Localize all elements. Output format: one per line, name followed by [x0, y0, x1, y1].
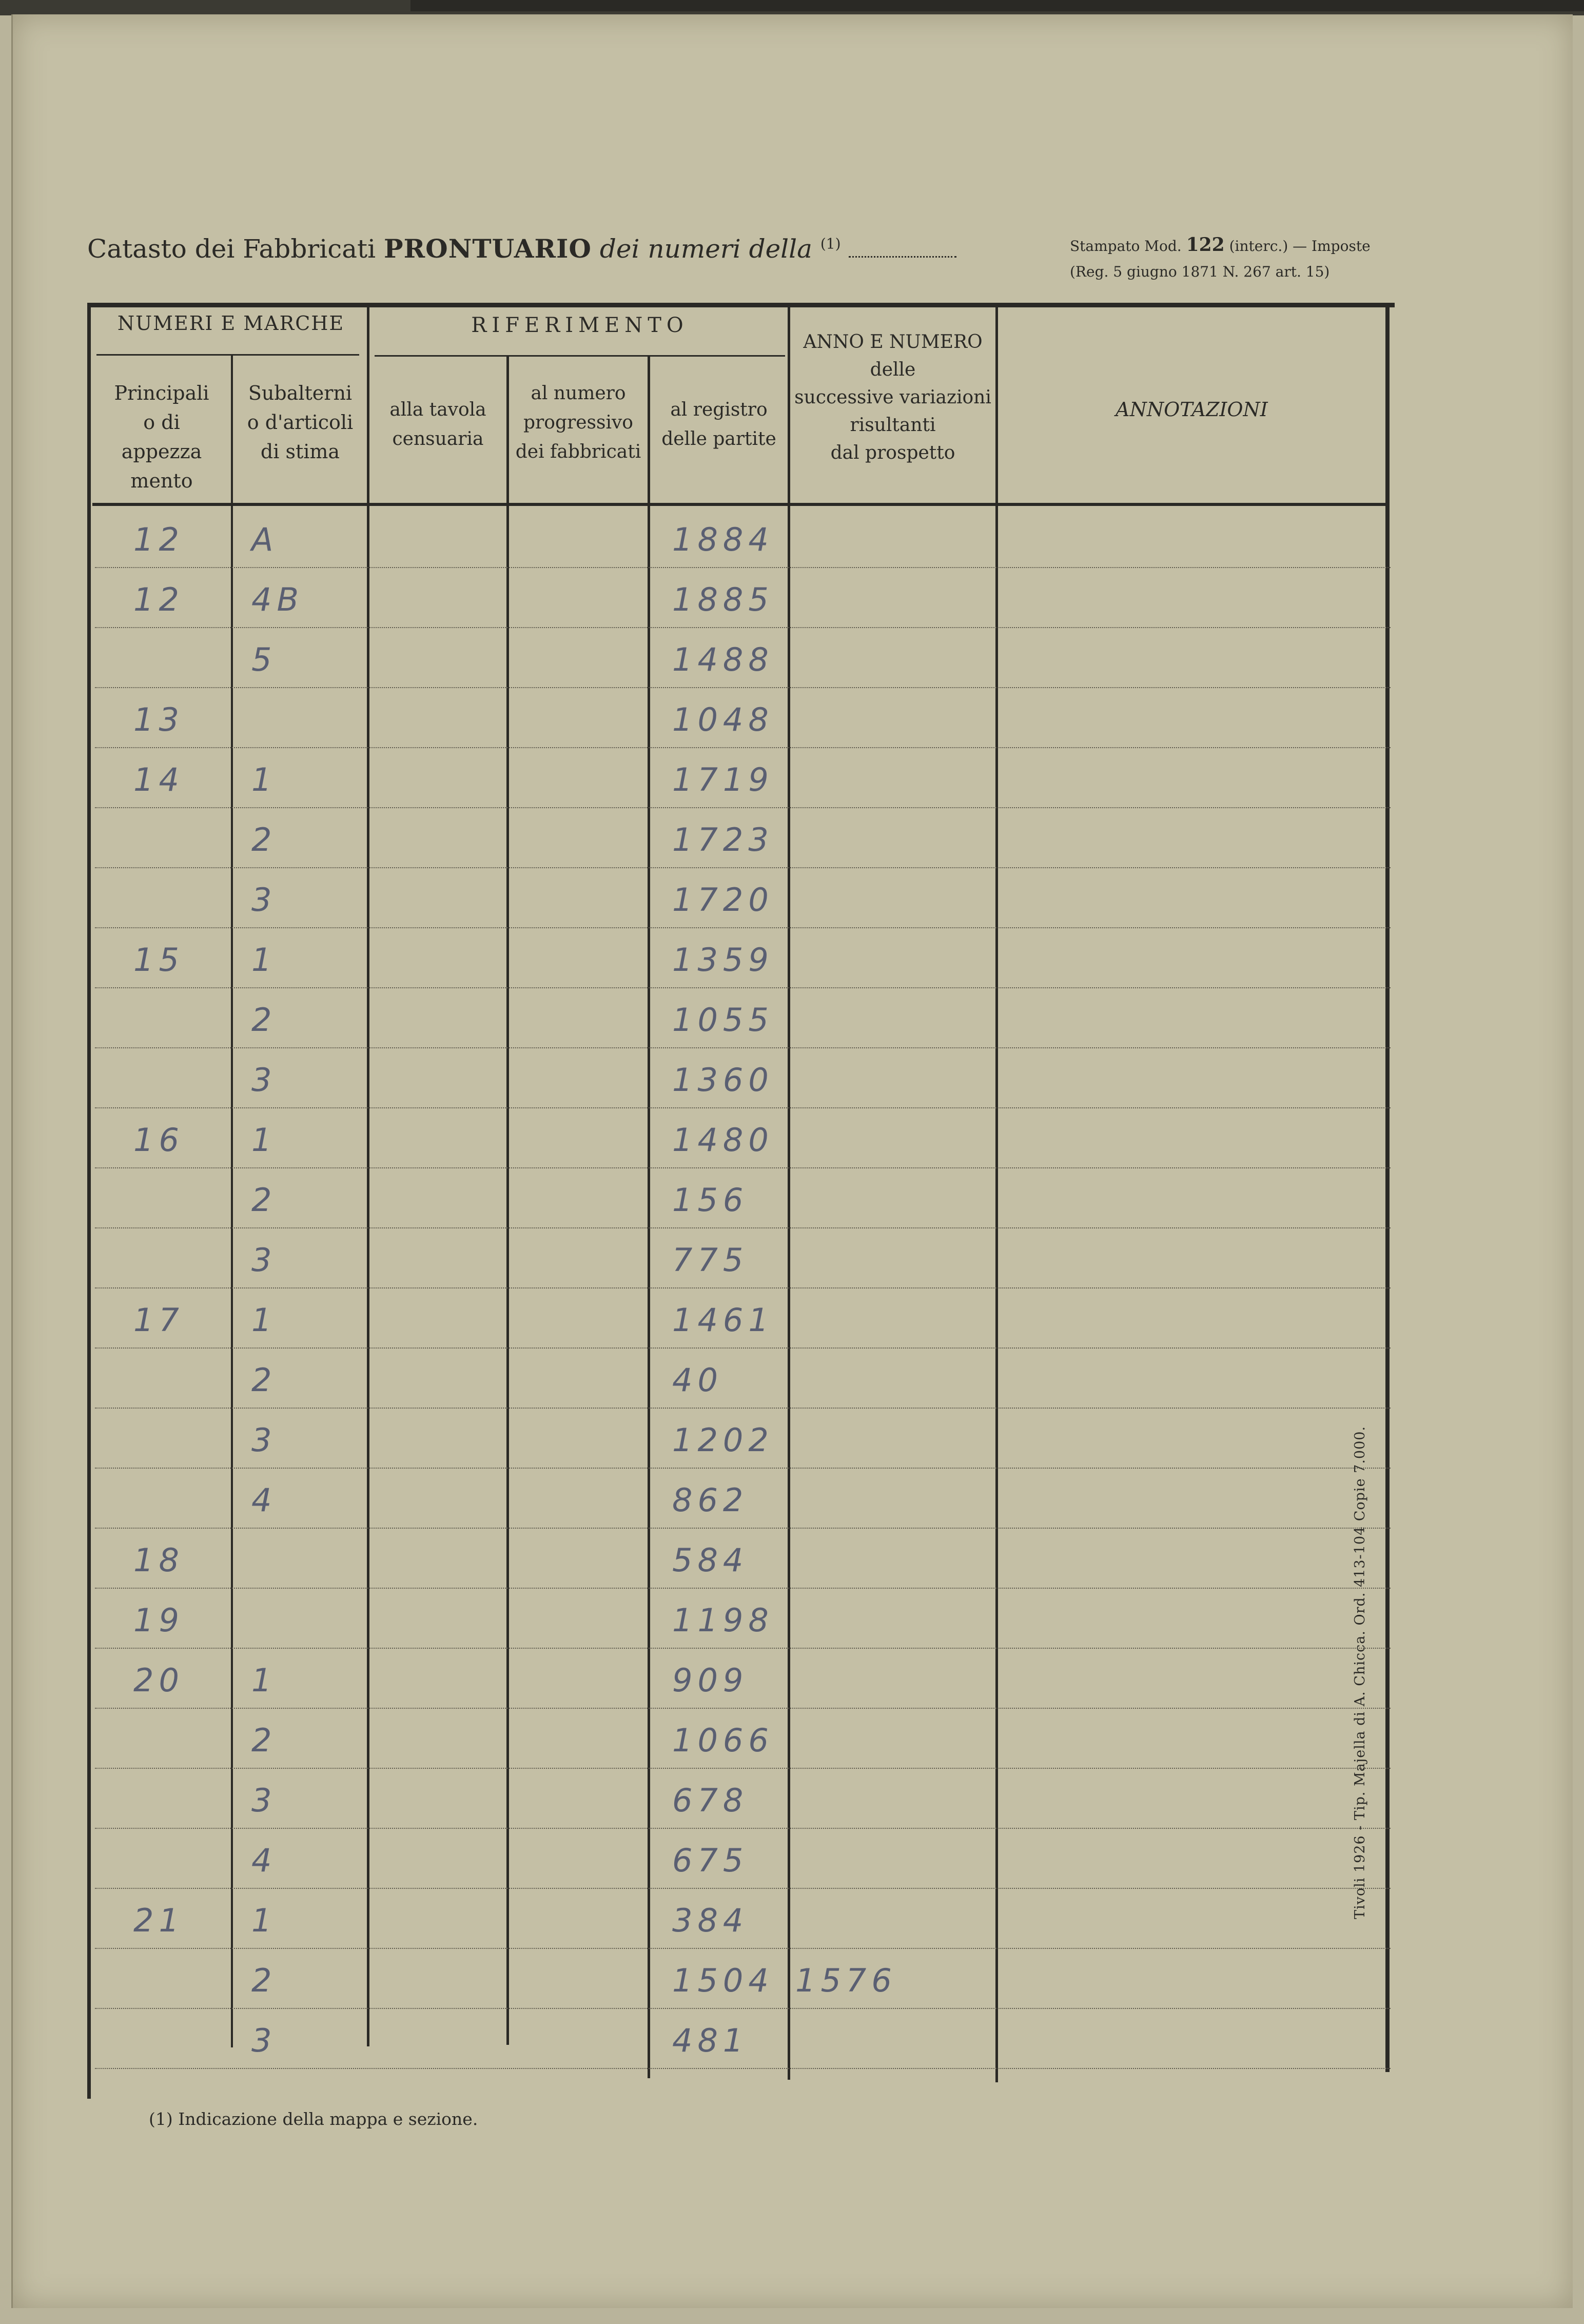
- col-border-right: [1385, 307, 1390, 2072]
- row-subalterno: 1: [251, 761, 277, 798]
- header-principali: Principali o di appezza mento: [114, 382, 209, 492]
- row-principale: 14: [133, 761, 184, 798]
- row-partita: 1480: [672, 1121, 774, 1159]
- row-subalterno: A: [251, 521, 279, 558]
- row-subalterno: 5: [251, 641, 277, 678]
- row-principale: 17: [133, 1301, 184, 1339]
- row-subalterno: 1: [251, 1301, 277, 1339]
- printer-imprint: Tivoli 1926 - Tip. Majella di A. Chicca. Ord. 413-104 Copie 7.000.: [1352, 1425, 1368, 1919]
- register-table: [87, 303, 1395, 2104]
- header-annotazioni: ANNOTAZIONI: [1116, 398, 1268, 421]
- row-rule: [95, 807, 1391, 808]
- row-principale: 12: [133, 521, 184, 558]
- row-rule: [95, 1948, 1391, 1949]
- row-partita: 1360: [672, 1061, 774, 1099]
- row-subalterno: 3: [251, 1782, 277, 1819]
- row-rule: [95, 1287, 1391, 1288]
- row-principale: 19: [133, 1602, 184, 1639]
- group-underline-riferimento: [375, 355, 785, 357]
- row-partita: 40: [672, 1361, 723, 1399]
- stamp-printed-label: Stampato Mod.: [1070, 238, 1182, 255]
- row-partita: 156: [672, 1181, 749, 1219]
- row-partita: 1885: [672, 581, 774, 618]
- row-rule: [95, 567, 1391, 568]
- row-subalterno: 3: [251, 881, 277, 919]
- row-principale: 13: [133, 701, 184, 738]
- row-rule: [95, 867, 1391, 868]
- header-bottom-border: [92, 503, 1385, 506]
- col-border-1: [231, 354, 233, 2047]
- row-subalterno: 2: [251, 1001, 277, 1039]
- row-variazione: 1576: [795, 1962, 897, 1999]
- title-fill-line: [849, 256, 956, 258]
- row-partita: 675: [672, 1842, 749, 1879]
- page-top-edge-dark: [410, 0, 1584, 11]
- row-partita: 1884: [672, 521, 774, 558]
- row-principale: 16: [133, 1121, 184, 1159]
- row-partita: 584: [672, 1541, 749, 1579]
- row-partita: 384: [672, 1902, 749, 1939]
- row-subalterno: 1: [251, 1121, 277, 1159]
- col-border-4: [648, 357, 650, 2078]
- row-rule: [95, 1227, 1391, 1228]
- row-rule: [95, 1528, 1391, 1529]
- group-underline-numeri: [96, 354, 359, 356]
- stamp-regulation: (Reg. 5 giugno 1871 N. 267 art. 15): [1070, 263, 1330, 280]
- row-rule: [95, 1888, 1391, 1889]
- row-partita: 1504: [672, 1962, 774, 1999]
- header-subalterni: Subalterni o d'articoli di stima: [247, 382, 354, 463]
- row-rule: [95, 687, 1391, 688]
- row-partita: 1720: [672, 881, 774, 919]
- row-partita: 775: [672, 1241, 749, 1279]
- header-numero-progressivo: al numero progressivo dei fabbricati: [515, 383, 641, 462]
- title-footnote-mark: (1): [820, 235, 841, 252]
- row-rule: [95, 1648, 1391, 1649]
- row-partita: 1202: [672, 1421, 774, 1459]
- row-subalterno: 4B: [251, 581, 304, 618]
- model-stamp: [1070, 232, 1371, 285]
- header-riferimento: RIFERIMENTO: [471, 314, 689, 337]
- row-principale: 21: [133, 1902, 184, 1939]
- header-registro-partite: al registro delle partite: [661, 399, 776, 450]
- header-tavola: alla tavola censuaria: [389, 399, 486, 450]
- row-principale: 15: [133, 941, 184, 979]
- row-rule: [95, 2008, 1391, 2009]
- row-subalterno: 2: [251, 1962, 277, 1999]
- row-subalterno: 4: [251, 1842, 277, 1879]
- row-partita: 481: [672, 2022, 749, 2059]
- stamp-model-number: 122: [1186, 234, 1225, 256]
- title-prontuario: PRONTUARIO: [384, 233, 592, 264]
- row-partita: 1461: [672, 1301, 774, 1339]
- col-border-5: [788, 307, 790, 2080]
- row-subalterno: 1: [251, 1902, 277, 1939]
- row-partita: 1055: [672, 1001, 774, 1039]
- row-rule: [95, 1167, 1391, 1168]
- row-partita: 862: [672, 1481, 749, 1519]
- row-rule: [95, 1047, 1391, 1048]
- row-subalterno: 2: [251, 1722, 277, 1759]
- row-subalterno: 2: [251, 1361, 277, 1399]
- row-rule: [95, 1768, 1391, 1769]
- row-rule: [95, 1708, 1391, 1709]
- row-principale: 20: [133, 1662, 184, 1699]
- row-partita: 1719: [672, 761, 774, 798]
- title-catasto: Catasto dei Fabbricati: [87, 234, 376, 264]
- form-title: [87, 233, 956, 264]
- stamp-imposte: (interc.) — Imposte: [1229, 238, 1371, 255]
- table-top-border: [87, 303, 1395, 307]
- row-rule: [95, 927, 1391, 928]
- row-subalterno: 2: [251, 1181, 277, 1219]
- row-partita: 1488: [672, 641, 774, 678]
- row-rule: [95, 1588, 1391, 1589]
- row-subalterno: 1: [251, 941, 277, 979]
- row-subalterno: 4: [251, 1481, 277, 1519]
- row-rule: [95, 1107, 1391, 1108]
- header-numeri-marche: NUMERI E MARCHE: [117, 312, 345, 335]
- row-partita: 1066: [672, 1722, 774, 1759]
- row-rule: [95, 1468, 1391, 1469]
- col-border-3: [506, 357, 509, 2045]
- col-border-6: [995, 307, 998, 2082]
- footnote: (1) Indicazione della mappa e sezione.: [149, 2109, 478, 2129]
- row-partita: 1048: [672, 701, 774, 738]
- row-partita: 1723: [672, 821, 774, 858]
- row-rule: [95, 1408, 1391, 1409]
- row-rule: [95, 627, 1391, 628]
- row-rule: [95, 747, 1391, 748]
- row-subalterno: 3: [251, 1421, 277, 1459]
- row-rule: [95, 2068, 1391, 2069]
- row-principale: 12: [133, 581, 184, 618]
- row-partita: 678: [672, 1782, 749, 1819]
- title-dei-numeri: dei numeri della: [599, 234, 812, 264]
- row-subalterno: 3: [251, 1061, 277, 1099]
- row-rule: [95, 987, 1391, 988]
- row-rule: [95, 1828, 1391, 1829]
- row-subalterno: 3: [251, 1241, 277, 1279]
- col-border-left: [87, 303, 91, 2099]
- row-principale: 18: [133, 1541, 184, 1579]
- row-subalterno: 2: [251, 821, 277, 858]
- row-partita: 909: [672, 1662, 749, 1699]
- header-anno-numero: ANNO E NUMERO delle successive variazioni risultanti dal prospetto: [794, 331, 991, 463]
- row-subalterno: 1: [251, 1662, 277, 1699]
- row-rule: [95, 1347, 1391, 1349]
- row-subalterno: 3: [251, 2022, 277, 2059]
- row-partita: 1198: [672, 1602, 774, 1639]
- row-partita: 1359: [672, 941, 774, 979]
